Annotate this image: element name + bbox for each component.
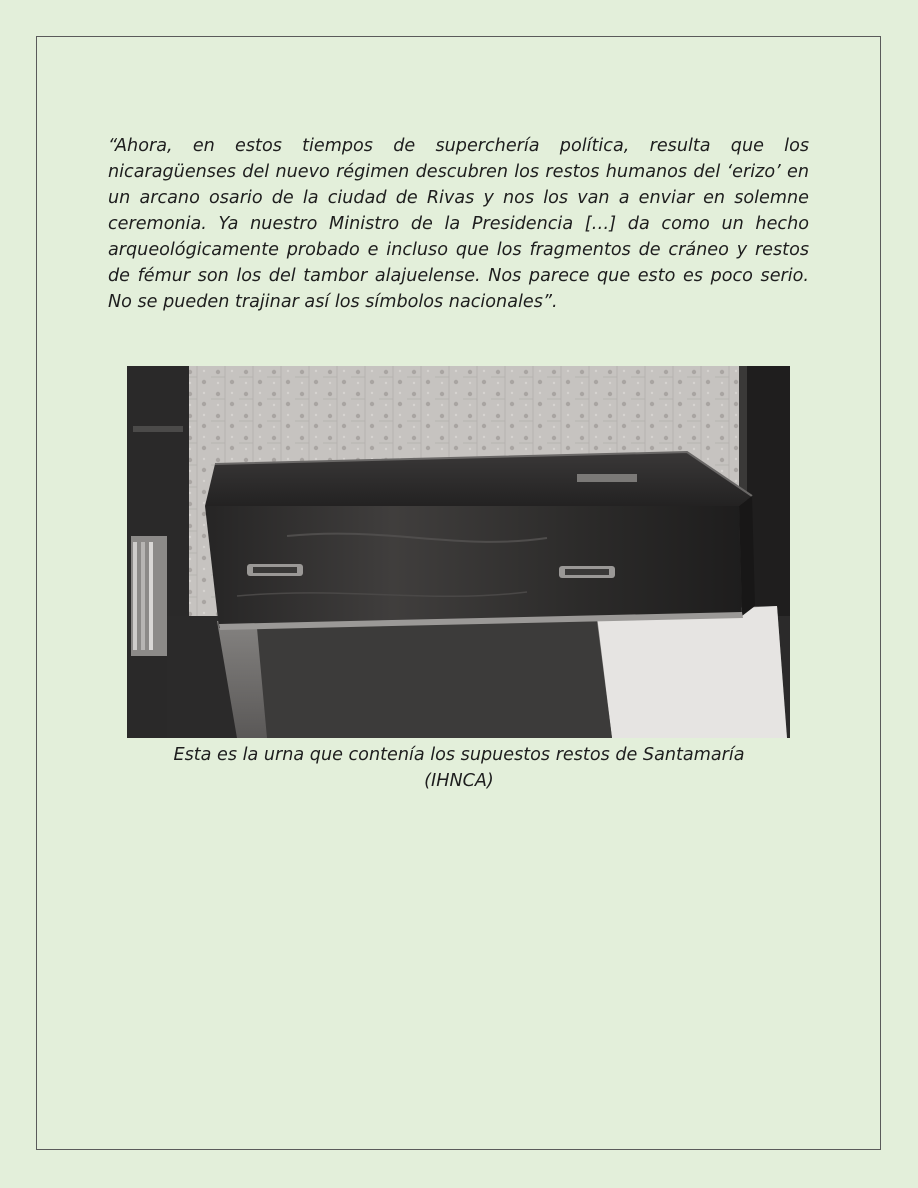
quote-paragraph: “Ahora, en estos tiempos de superchería política, resulta que los nicaragüenses del nuevo régimen descubren los restos humanos del ‘erizo’ en un arcano osario de la ciudad de Rivas y nos los van a enviar en solemne ceremonia. Ya nuestro Ministro de la Presidencia […] da como un hecho arqueológicamente probado e incluso que los fragmentos de cráneo y restos de fémur son los del tambor alajuelense. Nos parece que esto es poco serio. No se pueden trajinar así los símbolos nacionales”. (108, 136, 809, 312)
coffin-photo (127, 366, 790, 738)
figure-caption (100, 742, 818, 794)
caption-line-2: (IHNCA) (424, 771, 494, 791)
caption-line-1: Esta es la urna que contenía los supuestos restos de Santamaría (173, 745, 745, 765)
